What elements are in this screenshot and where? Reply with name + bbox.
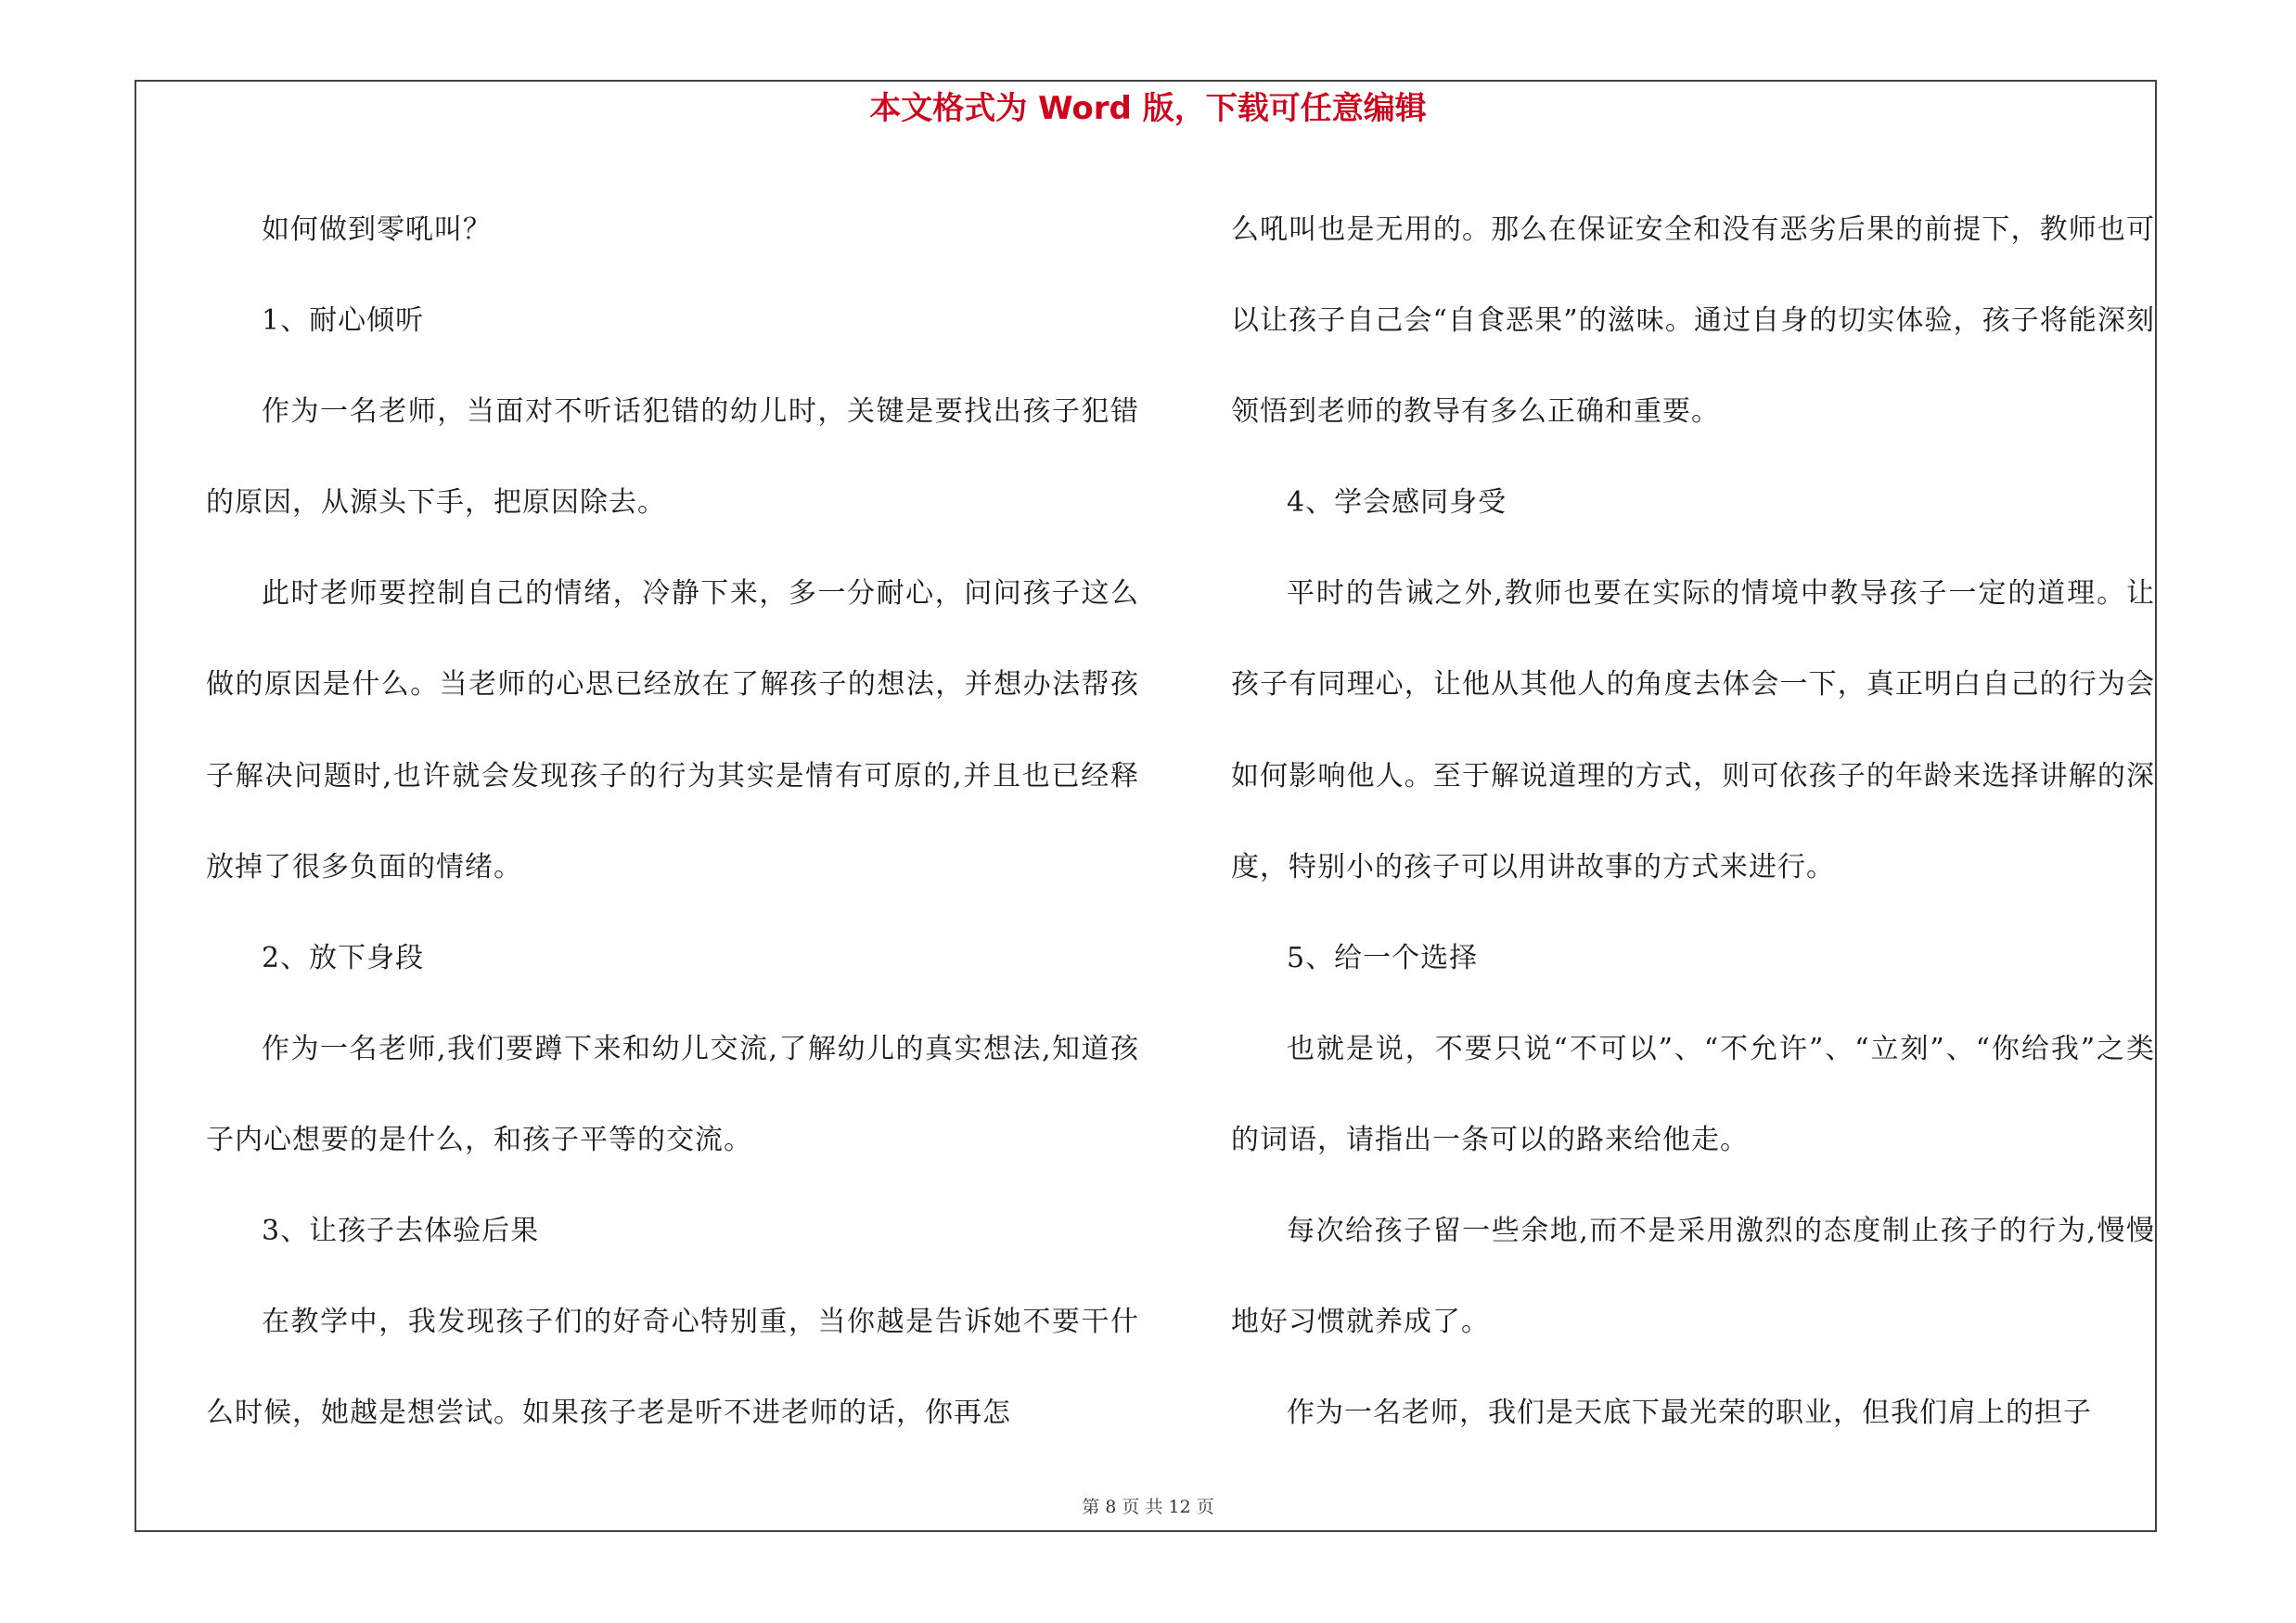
paragraph: 每次给孩子留一些余地,而不是采用激烈的态度制止孩子的行为,慢慢地好习惯就养成了。 (1231, 1215, 2155, 1339)
paragraph: 作为一名老师，当面对不听话犯错的幼儿时，关键是要找出孩子犯错的原因，从源头下手，把原因除去。 (206, 395, 1139, 520)
page-number: 第 8 页 共 12 页 (1082, 1497, 1214, 1517)
section-heading-5: 5、给一个选择 (1287, 941, 1479, 974)
section-heading-2: 2、放下身段 (262, 941, 425, 974)
question-heading: 如何做到零吼叫？ (262, 213, 492, 246)
section-heading-1: 1、耐心倾听 (262, 304, 425, 338)
word-format-banner: 本文格式为 Word 版，下载可任意编辑 (869, 90, 1427, 127)
paragraph: 作为一名老师,我们要蹲下来和幼儿交流,了解幼儿的真实想法,知道孩子内心想要的是什么，和孩子平等的交流。 (206, 1032, 1139, 1156)
paragraph: 在教学中，我发现孩子们的好奇心特别重，当你越是告诉她不要干什么时候，她越是想尝试。如果孩子老是听不进老师的话，你再怎 (206, 1306, 1139, 1430)
right-column (1231, 185, 2155, 1459)
paragraph-continued: 么吼叫也是无用的。那么在保证安全和没有恶劣后果的前提下，教师也可以让孩子自己会“自食恶果”的滋味。通过自身的切实体验，孩子将能深刻领悟到老师的教导有多么正确和重要。 (1231, 213, 2155, 429)
paragraph: 此时老师要控制自己的情绪，冷静下来，多一分耐心，问问孩子这么做的原因是什么。当老师的心思已经放在了解孩子的想法，并想办法帮孩子解决问题时,也许就会发现孩子的行为其实是情有可原的,并且也已经释放掉了很多负面的情绪。 (206, 577, 1139, 883)
paragraph: 也就是说，不要只说“不可以”、“不允许”、“立刻”、“你给我”之类的词语，请指出一条可以的路来给他走。 (1231, 1032, 2155, 1156)
paragraph: 平时的告诫之外,教师也要在实际的情境中教导孩子一定的道理。让孩子有同理心，让他从其他人的角度去体会一下，真正明白自己的行为会如何影响他人。至于解说道理的方式，则可依孩子的年龄来选择讲解的深度，特别小的孩子可以用讲故事的方式来进行。 (1231, 577, 2155, 883)
paragraph: 作为一名老师，我们是天底下最光荣的职业，但我们肩上的担子 (1287, 1397, 2092, 1430)
section-heading-3: 3、让孩子去体验后果 (262, 1215, 540, 1248)
section-heading-4: 4、学会感同身受 (1287, 486, 1507, 520)
left-column (206, 185, 1139, 1459)
